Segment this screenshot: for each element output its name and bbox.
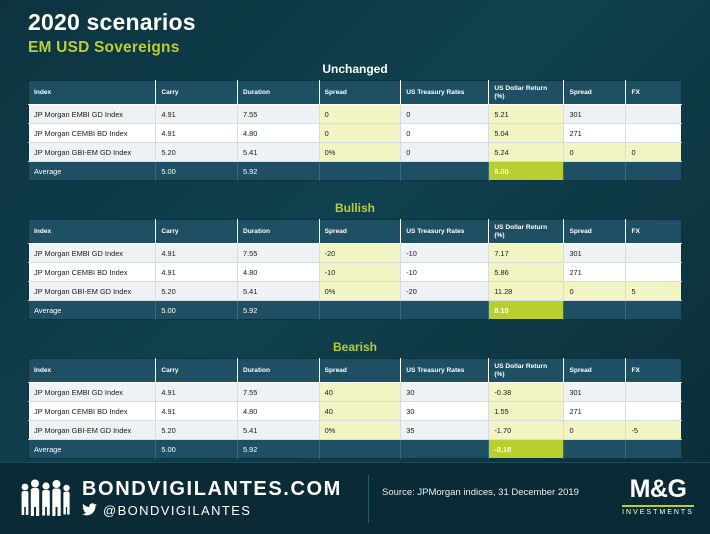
cell-spread2: 271 [564,402,626,421]
scenario-title-bullish: Bullish [334,201,375,215]
cell-average-ust [401,162,489,181]
cell-average-usd-return: 5.00 [489,162,564,181]
cell-carry: 4.91 [156,263,238,282]
cell-average-fx [626,162,682,181]
cell-spread2: 301 [564,383,626,402]
col-spread: Spread [319,359,401,383]
bondvigilantes-logo [18,475,342,522]
cell-carry: 5.20 [156,143,238,162]
cell-average-label: Average [29,162,156,181]
col-us-dollar-return: US Dollar Return (%) [489,359,564,383]
twitter-icon [82,503,97,519]
cell-spread: 0 [319,124,401,143]
table-row [29,402,682,421]
cell-average-ust [401,440,489,459]
cell-ust: 0 [401,143,489,162]
cell-average-spread2 [564,301,626,320]
cell-spread2: 0 [564,282,626,301]
cell-index: JP Morgan GBI-EM GD Index [29,421,156,440]
col-us-dollar-return: US Dollar Return (%) [489,81,564,105]
col-us-treasury-rates: US Treasury Rates [401,81,489,105]
cell-duration: 5.41 [237,143,319,162]
mg-sub: INVESTMENTS [622,509,694,516]
cell-ust: -10 [401,263,489,282]
cell-spread: 0% [319,421,401,440]
col-fx: FX [626,81,682,105]
cell-average-duration: 5.92 [237,301,319,320]
table-row [29,263,682,282]
cell-average-ust [401,301,489,320]
cell-spread2: 0 [564,143,626,162]
cell-usd-return: -0.38 [489,383,564,402]
slide-footer [0,462,710,534]
cell-average-fx [626,440,682,459]
table-header-row [29,359,682,383]
col-carry: Carry [156,359,238,383]
cell-index: JP Morgan CEMBI BD Index [29,124,156,143]
cell-duration: 7.55 [237,244,319,263]
cell-average-carry: 5.00 [156,162,238,181]
mg-rule [622,505,694,507]
cell-fx: -5 [626,421,682,440]
cell-spread2: 0 [564,421,626,440]
cell-average-fx [626,301,682,320]
cell-usd-return: 5.24 [489,143,564,162]
cell-spread: 40 [319,383,401,402]
col-spread-2: Spread [564,220,626,244]
col-us-dollar-return: US Dollar Return (%) [489,220,564,244]
cell-carry: 5.20 [156,282,238,301]
mg-mark: M&G [629,475,687,503]
cell-fx: 0 [626,143,682,162]
people-icon [18,475,72,522]
cell-usd-return: 5.86 [489,263,564,282]
page-title: 2020 scenarios [28,9,196,35]
cell-usd-return: 5.21 [489,105,564,124]
footer-handle: @BONDVIGILANTES [103,503,252,518]
cell-index: JP Morgan CEMBI BD Index [29,263,156,282]
cell-ust: 35 [401,421,489,440]
table-row [29,124,682,143]
cell-spread: 0 [319,105,401,124]
cell-spread: -10 [319,263,401,282]
cell-average-spread2 [564,162,626,181]
cell-average-carry: 5.00 [156,440,238,459]
cell-usd-return: 11.28 [489,282,564,301]
cell-fx [626,244,682,263]
cell-average-duration: 5.92 [237,440,319,459]
col-us-treasury-rates: US Treasury Rates [401,359,489,383]
cell-fx [626,124,682,143]
cell-spread: 40 [319,402,401,421]
cell-index: JP Morgan GBI-EM GD Index [29,282,156,301]
cell-spread: 0% [319,143,401,162]
cell-carry: 4.91 [156,105,238,124]
cell-spread2: 301 [564,105,626,124]
table-average-row [29,301,682,320]
col-index: Index [29,220,156,244]
cell-spread: -20 [319,244,401,263]
mg-investments-logo [622,477,694,516]
col-carry: Carry [156,81,238,105]
cell-carry: 4.91 [156,244,238,263]
cell-spread: 0% [319,282,401,301]
cell-ust: -20 [401,282,489,301]
cell-average-label: Average [29,301,156,320]
cell-average-spread [319,301,401,320]
col-spread: Spread [319,220,401,244]
cell-carry: 4.91 [156,383,238,402]
cell-duration: 5.41 [237,421,319,440]
scenario-bullish [28,201,682,320]
cell-average-spread [319,162,401,181]
table-header-row [29,220,682,244]
table-row [29,282,682,301]
cell-index: JP Morgan EMBI GD Index [29,244,156,263]
table-row [29,383,682,402]
cell-fx [626,263,682,282]
cell-average-spread [319,440,401,459]
slide-header [28,10,448,57]
cell-index: JP Morgan EMBI GD Index [29,383,156,402]
cell-ust: 30 [401,402,489,421]
cell-average-spread2 [564,440,626,459]
col-spread-2: Spread [564,359,626,383]
col-index: Index [29,81,156,105]
cell-fx [626,383,682,402]
cell-average-duration: 5.92 [237,162,319,181]
cell-duration: 4.80 [237,263,319,282]
table-average-row [29,162,682,181]
cell-fx [626,105,682,124]
cell-usd-return: 5.04 [489,124,564,143]
footer-handle-wrap [82,503,342,519]
table-row [29,143,682,162]
cell-spread2: 271 [564,124,626,143]
col-fx: FX [626,359,682,383]
cell-average-usd-return: -0.18 [489,440,564,459]
cell-fx [626,402,682,421]
col-index: Index [29,359,156,383]
scenario-title-bearish: Bearish [332,340,378,354]
cell-carry: 4.91 [156,124,238,143]
cell-ust: 0 [401,105,489,124]
source-note: Source: JPMorgan indices, 31 December 2019 [382,487,579,498]
table-average-row [29,440,682,459]
scenario-title-unchanged: Unchanged [322,62,388,76]
scenario-unchanged [28,62,682,181]
cell-duration: 4.80 [237,402,319,421]
cell-duration: 7.55 [237,105,319,124]
table-row [29,421,682,440]
cell-ust: -10 [401,244,489,263]
footer-divider [368,475,369,523]
cell-usd-return: 1.55 [489,402,564,421]
table-bullish [28,219,682,320]
cell-spread2: 301 [564,244,626,263]
cell-usd-return: 7.17 [489,244,564,263]
table-bearish [28,358,682,459]
cell-ust: 0 [401,124,489,143]
cell-fx: 5 [626,282,682,301]
col-carry: Carry [156,220,238,244]
cell-index: JP Morgan EMBI GD Index [29,105,156,124]
cell-duration: 7.55 [237,383,319,402]
cell-index: JP Morgan CEMBI BD Index [29,402,156,421]
footer-brand: BONDVIGILANTES.COM [82,477,342,500]
page-subtitle: EM USD Sovereigns [28,39,180,57]
col-duration: Duration [237,220,319,244]
table-row [29,105,682,124]
col-duration: Duration [237,359,319,383]
col-duration: Duration [237,81,319,105]
col-us-treasury-rates: US Treasury Rates [401,220,489,244]
cell-average-carry: 5.00 [156,301,238,320]
cell-carry: 4.91 [156,402,238,421]
table-unchanged [28,80,682,181]
cell-carry: 5.20 [156,421,238,440]
cell-average-usd-return: 8.10 [489,301,564,320]
table-header-row [29,81,682,105]
cell-average-label: Average [29,440,156,459]
cell-ust: 30 [401,383,489,402]
cell-spread2: 271 [564,263,626,282]
cell-index: JP Morgan GBI-EM GD Index [29,143,156,162]
col-spread-2: Spread [564,81,626,105]
col-spread: Spread [319,81,401,105]
table-row [29,244,682,263]
col-fx: FX [626,220,682,244]
cell-duration: 4.80 [237,124,319,143]
scenario-bearish [28,340,682,459]
cell-usd-return: -1.70 [489,421,564,440]
cell-duration: 5.41 [237,282,319,301]
